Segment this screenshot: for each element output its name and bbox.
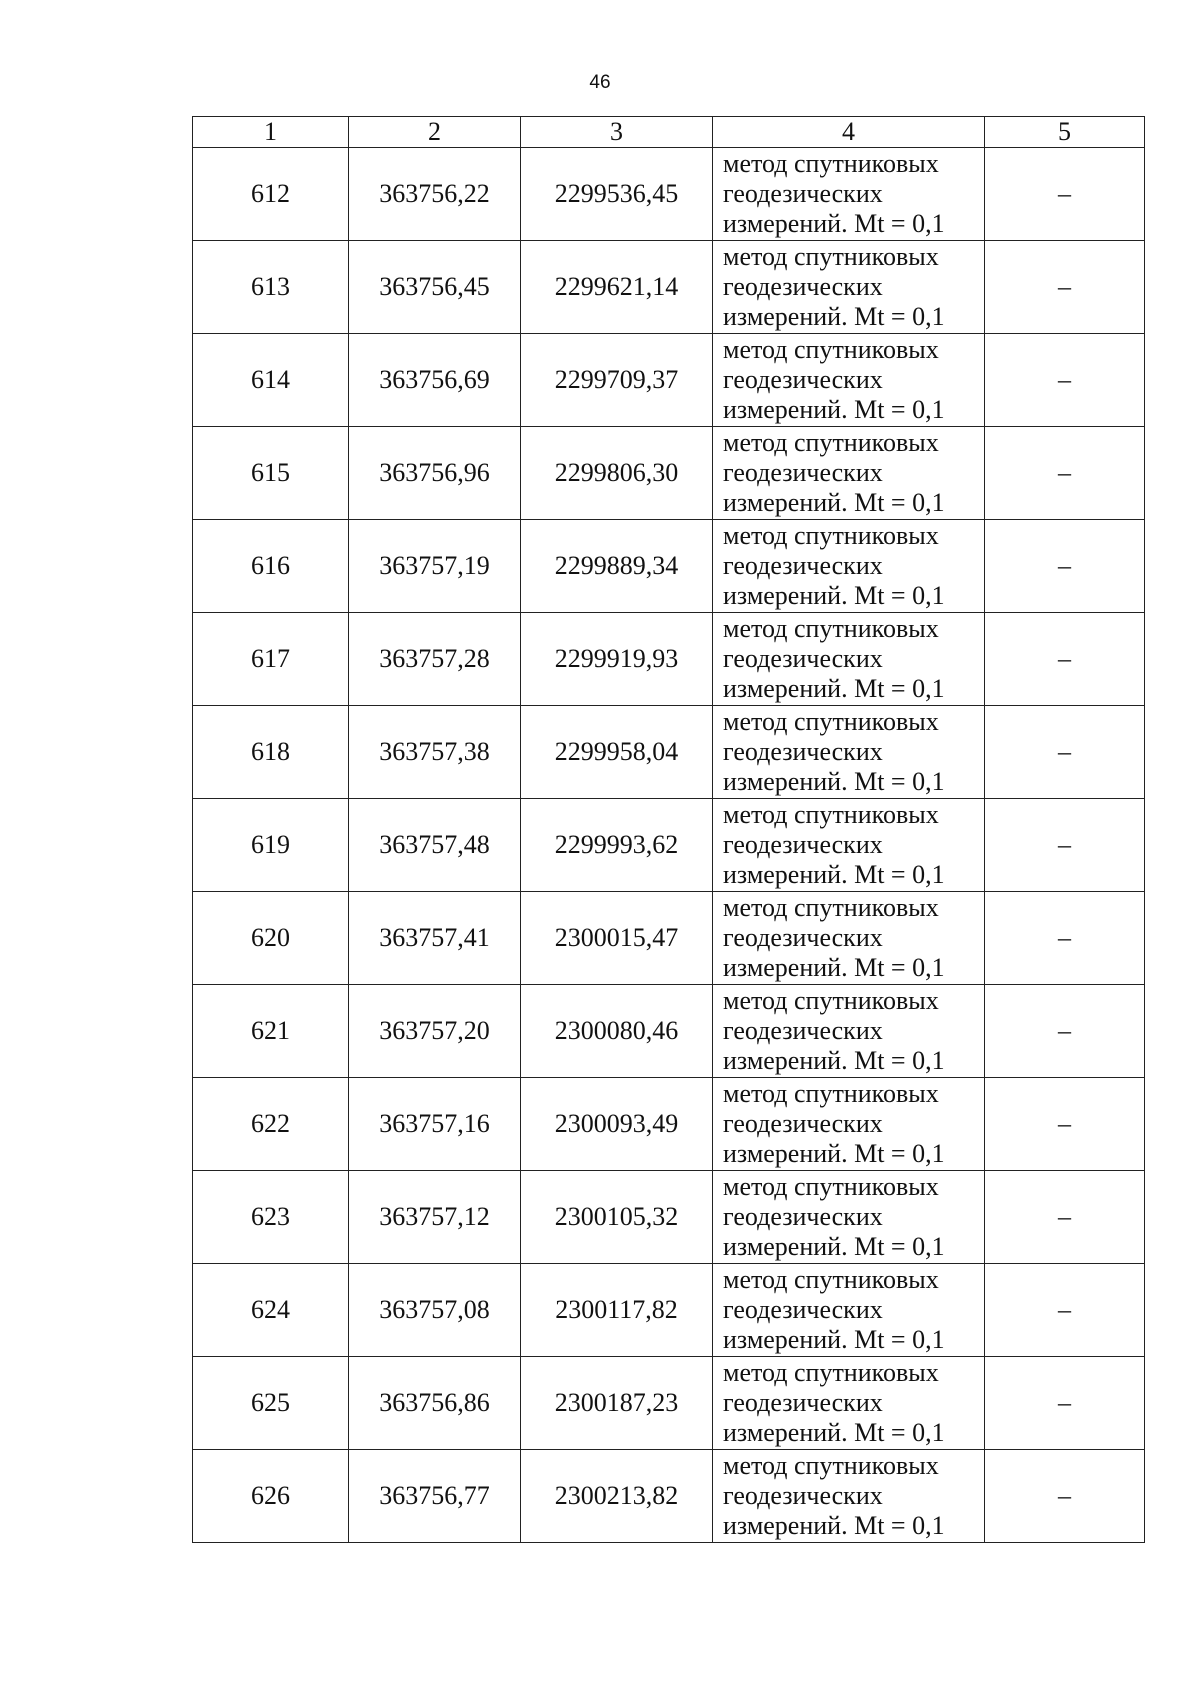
method-line: геодезических [723,1388,883,1417]
method-line: измерений. Mt = 0,1 [723,581,945,610]
column-header-1: 1 [193,117,349,148]
method-line: метод спутниковых [723,1451,939,1480]
column-header-5: 5 [985,117,1145,148]
x-coordinate-cell: 363757,41 [349,892,521,985]
method-line: геодезических [723,179,883,208]
method-cell [713,892,985,985]
point-number-cell: 625 [193,1357,349,1450]
table-row [193,148,1145,241]
method-cell [713,1450,985,1543]
method-line: метод спутниковых [723,614,939,643]
table-row [193,613,1145,706]
method-cell [713,148,985,241]
method-line: геодезических [723,923,883,952]
point-number-cell: 612 [193,148,349,241]
x-coordinate-cell: 363756,22 [349,148,521,241]
x-coordinate-cell: 363757,48 [349,799,521,892]
method-line: метод спутниковых [723,149,939,178]
method-line: измерений. Mt = 0,1 [723,1046,945,1075]
method-line: метод спутниковых [723,428,939,457]
x-coordinate-cell: 363756,45 [349,241,521,334]
table-row [193,706,1145,799]
point-number-cell: 622 [193,1078,349,1171]
x-coordinate-cell: 363756,86 [349,1357,521,1450]
note-cell: – [985,427,1145,520]
method-line: измерений. Mt = 0,1 [723,860,945,889]
method-cell [713,1171,985,1264]
point-number-cell: 623 [193,1171,349,1264]
table-row [193,985,1145,1078]
method-cell [713,427,985,520]
method-line: геодезических [723,551,883,580]
x-coordinate-cell: 363757,12 [349,1171,521,1264]
x-coordinate-cell: 363757,19 [349,520,521,613]
method-cell [713,520,985,613]
method-line: геодезических [723,272,883,301]
point-number-cell: 621 [193,985,349,1078]
method-line: измерений. Mt = 0,1 [723,1232,945,1261]
y-coordinate-cell: 2300093,49 [521,1078,713,1171]
method-line: геодезических [723,1481,883,1510]
table-row [193,1357,1145,1450]
table-row [193,427,1145,520]
method-line: метод спутниковых [723,242,939,271]
method-cell [713,985,985,1078]
table-row [193,1264,1145,1357]
note-cell: – [985,1450,1145,1543]
method-cell [713,799,985,892]
x-coordinate-cell: 363756,77 [349,1450,521,1543]
point-number-cell: 618 [193,706,349,799]
method-line: геодезических [723,365,883,394]
method-cell [713,706,985,799]
x-coordinate-cell: 363756,96 [349,427,521,520]
y-coordinate-cell: 2300015,47 [521,892,713,985]
point-number-cell: 614 [193,334,349,427]
method-line: геодезических [723,830,883,859]
method-line: измерений. Mt = 0,1 [723,395,945,424]
method-line: измерений. Mt = 0,1 [723,209,945,238]
y-coordinate-cell: 2300117,82 [521,1264,713,1357]
coordinates-table [192,116,1145,1543]
page-number: 46 [589,72,611,93]
method-line: метод спутниковых [723,893,939,922]
note-cell: – [985,1357,1145,1450]
method-line: геодезических [723,458,883,487]
column-header-4: 4 [713,117,985,148]
y-coordinate-cell: 2300080,46 [521,985,713,1078]
note-cell: – [985,1264,1145,1357]
table-body [193,148,1145,1543]
y-coordinate-cell: 2299709,37 [521,334,713,427]
y-coordinate-cell: 2300105,32 [521,1171,713,1264]
method-line: измерений. Mt = 0,1 [723,302,945,331]
method-cell [713,1264,985,1357]
table-row [193,1078,1145,1171]
y-coordinate-cell: 2299958,04 [521,706,713,799]
x-coordinate-cell: 363757,16 [349,1078,521,1171]
method-cell [713,1357,985,1450]
method-line: метод спутниковых [723,335,939,364]
method-line: метод спутниковых [723,521,939,550]
method-cell [713,334,985,427]
method-line: геодезических [723,1202,883,1231]
y-coordinate-cell: 2299919,93 [521,613,713,706]
note-cell: – [985,985,1145,1078]
point-number-cell: 624 [193,1264,349,1357]
column-header-2: 2 [349,117,521,148]
note-cell: – [985,241,1145,334]
method-line: метод спутниковых [723,707,939,736]
method-line: метод спутниковых [723,1358,939,1387]
method-line: метод спутниковых [723,1265,939,1294]
method-line: измерений. Mt = 0,1 [723,767,945,796]
table-row [193,241,1145,334]
point-number-cell: 616 [193,520,349,613]
method-line: метод спутниковых [723,1172,939,1201]
method-line: геодезических [723,644,883,673]
method-line: геодезических [723,1016,883,1045]
x-coordinate-cell: 363757,20 [349,985,521,1078]
point-number-cell: 613 [193,241,349,334]
method-line: измерений. Mt = 0,1 [723,1418,945,1447]
note-cell: – [985,520,1145,613]
table-row [193,520,1145,613]
method-line: измерений. Mt = 0,1 [723,674,945,703]
y-coordinate-cell: 2300213,82 [521,1450,713,1543]
point-number-cell: 626 [193,1450,349,1543]
method-line: метод спутниковых [723,800,939,829]
note-cell: – [985,334,1145,427]
table-row [193,1450,1145,1543]
x-coordinate-cell: 363757,28 [349,613,521,706]
column-header-3: 3 [521,117,713,148]
point-number-cell: 620 [193,892,349,985]
point-number-cell: 617 [193,613,349,706]
note-cell: – [985,892,1145,985]
y-coordinate-cell: 2299621,14 [521,241,713,334]
note-cell: – [985,613,1145,706]
y-coordinate-cell: 2299806,30 [521,427,713,520]
method-line: измерений. Mt = 0,1 [723,488,945,517]
note-cell: – [985,706,1145,799]
note-cell: – [985,1078,1145,1171]
method-cell [713,613,985,706]
method-line: метод спутниковых [723,986,939,1015]
x-coordinate-cell: 363757,08 [349,1264,521,1357]
point-number-cell: 615 [193,427,349,520]
method-line: геодезических [723,737,883,766]
table-row [193,334,1145,427]
y-coordinate-cell: 2299993,62 [521,799,713,892]
method-line: геодезических [723,1295,883,1324]
table-row [193,1171,1145,1264]
table-header-row [193,117,1145,148]
note-cell: – [985,799,1145,892]
method-line: измерений. Mt = 0,1 [723,1325,945,1354]
x-coordinate-cell: 363757,38 [349,706,521,799]
method-line: метод спутниковых [723,1079,939,1108]
method-cell [713,1078,985,1171]
method-line: измерений. Mt = 0,1 [723,1139,945,1168]
note-cell: – [985,1171,1145,1264]
table-row [193,799,1145,892]
point-number-cell: 619 [193,799,349,892]
y-coordinate-cell: 2299536,45 [521,148,713,241]
y-coordinate-cell: 2300187,23 [521,1357,713,1450]
method-line: измерений. Mt = 0,1 [723,1511,945,1540]
y-coordinate-cell: 2299889,34 [521,520,713,613]
method-line: геодезических [723,1109,883,1138]
method-line: измерений. Mt = 0,1 [723,953,945,982]
method-cell [713,241,985,334]
table-row [193,892,1145,985]
note-cell: – [985,148,1145,241]
x-coordinate-cell: 363756,69 [349,334,521,427]
